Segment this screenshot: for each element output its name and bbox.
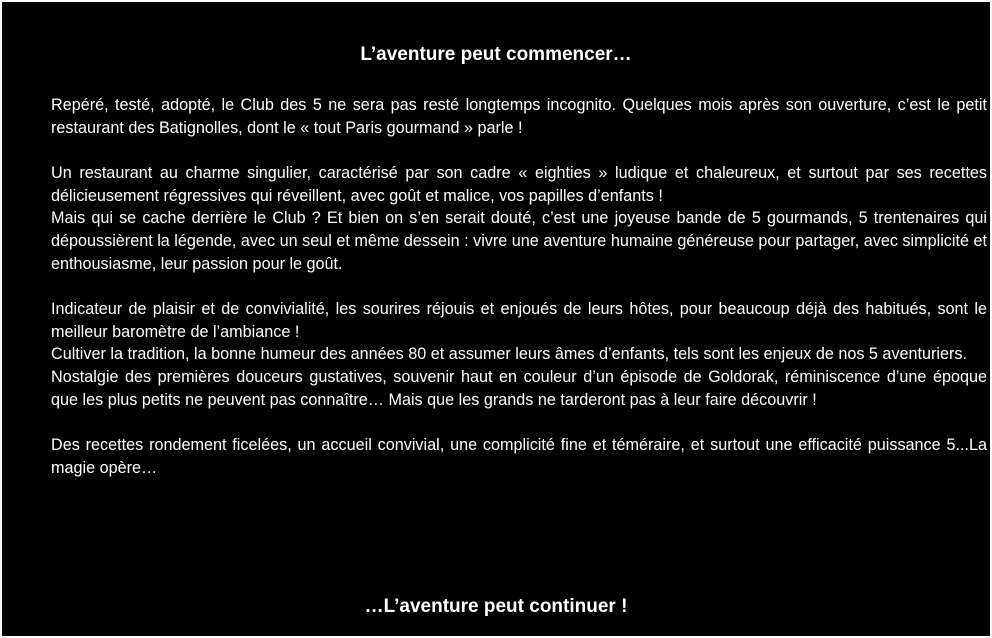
paragraph-line: Repéré, testé, adopté, le Club des 5 ne sera pas resté longtemps incognito. Quelques mois après son ouverture, c’est le petit restaurant des Batignolles, dont le « tout Paris gourmand » parle ! [51,96,987,137]
paragraph-line: Mais qui se cache derrière le Club ? Et bien on s’en serait douté, c’est une joyeuse bande de 5 gourmands, 5 trentenaires qui dépoussièrent la légende, avec un seul et même dessein : vivre une aventure humaine généreuse pour partager, avec simplicité et enthousiasme, leur passion pour le goût. [51,209,987,273]
text-panel [2,2,990,636]
paragraph-recipes [51,434,987,479]
paragraph-line: Un restaurant au charme singulier, caractérisé par son cadre « eighties » ludique et chaleureux, et surtout par ses recettes délicieusement régressives qui réveillent, avec goût et malice, vos papilles d’enfants ! [51,164,987,205]
paragraph-ambiance [51,298,987,411]
body-text [51,94,987,502]
closing-title: …L’aventure peut continuer ! [364,596,628,617]
paragraph-line: Indicateur de plaisir et de convivialité, les sourires réjouis et enjoués de leurs hôtes, pour beaucoup déjà des habitués, sont le meilleur baromètre de l’ambiance ! [51,300,987,341]
paragraph-line: Des recettes rondement ficelées, un accueil convivial, une complicité fine et téméraire, et surtout une efficacité puissance 5...La magie opère… [51,436,987,477]
paragraph-line: Cultiver la tradition, la bonne humeur des années 80 et assumer leurs âmes d’enfants, tels sont les enjeux de nos 5 aventuriers. [51,345,968,364]
paragraph-line: Nostalgie des premières douceurs gustatives, souvenir haut en couleur d’un épisode de Goldorak, réminiscence d’une époque que les plus petits ne peuvent pas connaître… Mais que les grands ne tarderont pas à leur faire découvrir ! [51,367,987,409]
paragraph-intro [51,94,987,139]
page-title: L’aventure peut commencer… [360,44,632,65]
paragraph-restaurant [51,162,987,275]
